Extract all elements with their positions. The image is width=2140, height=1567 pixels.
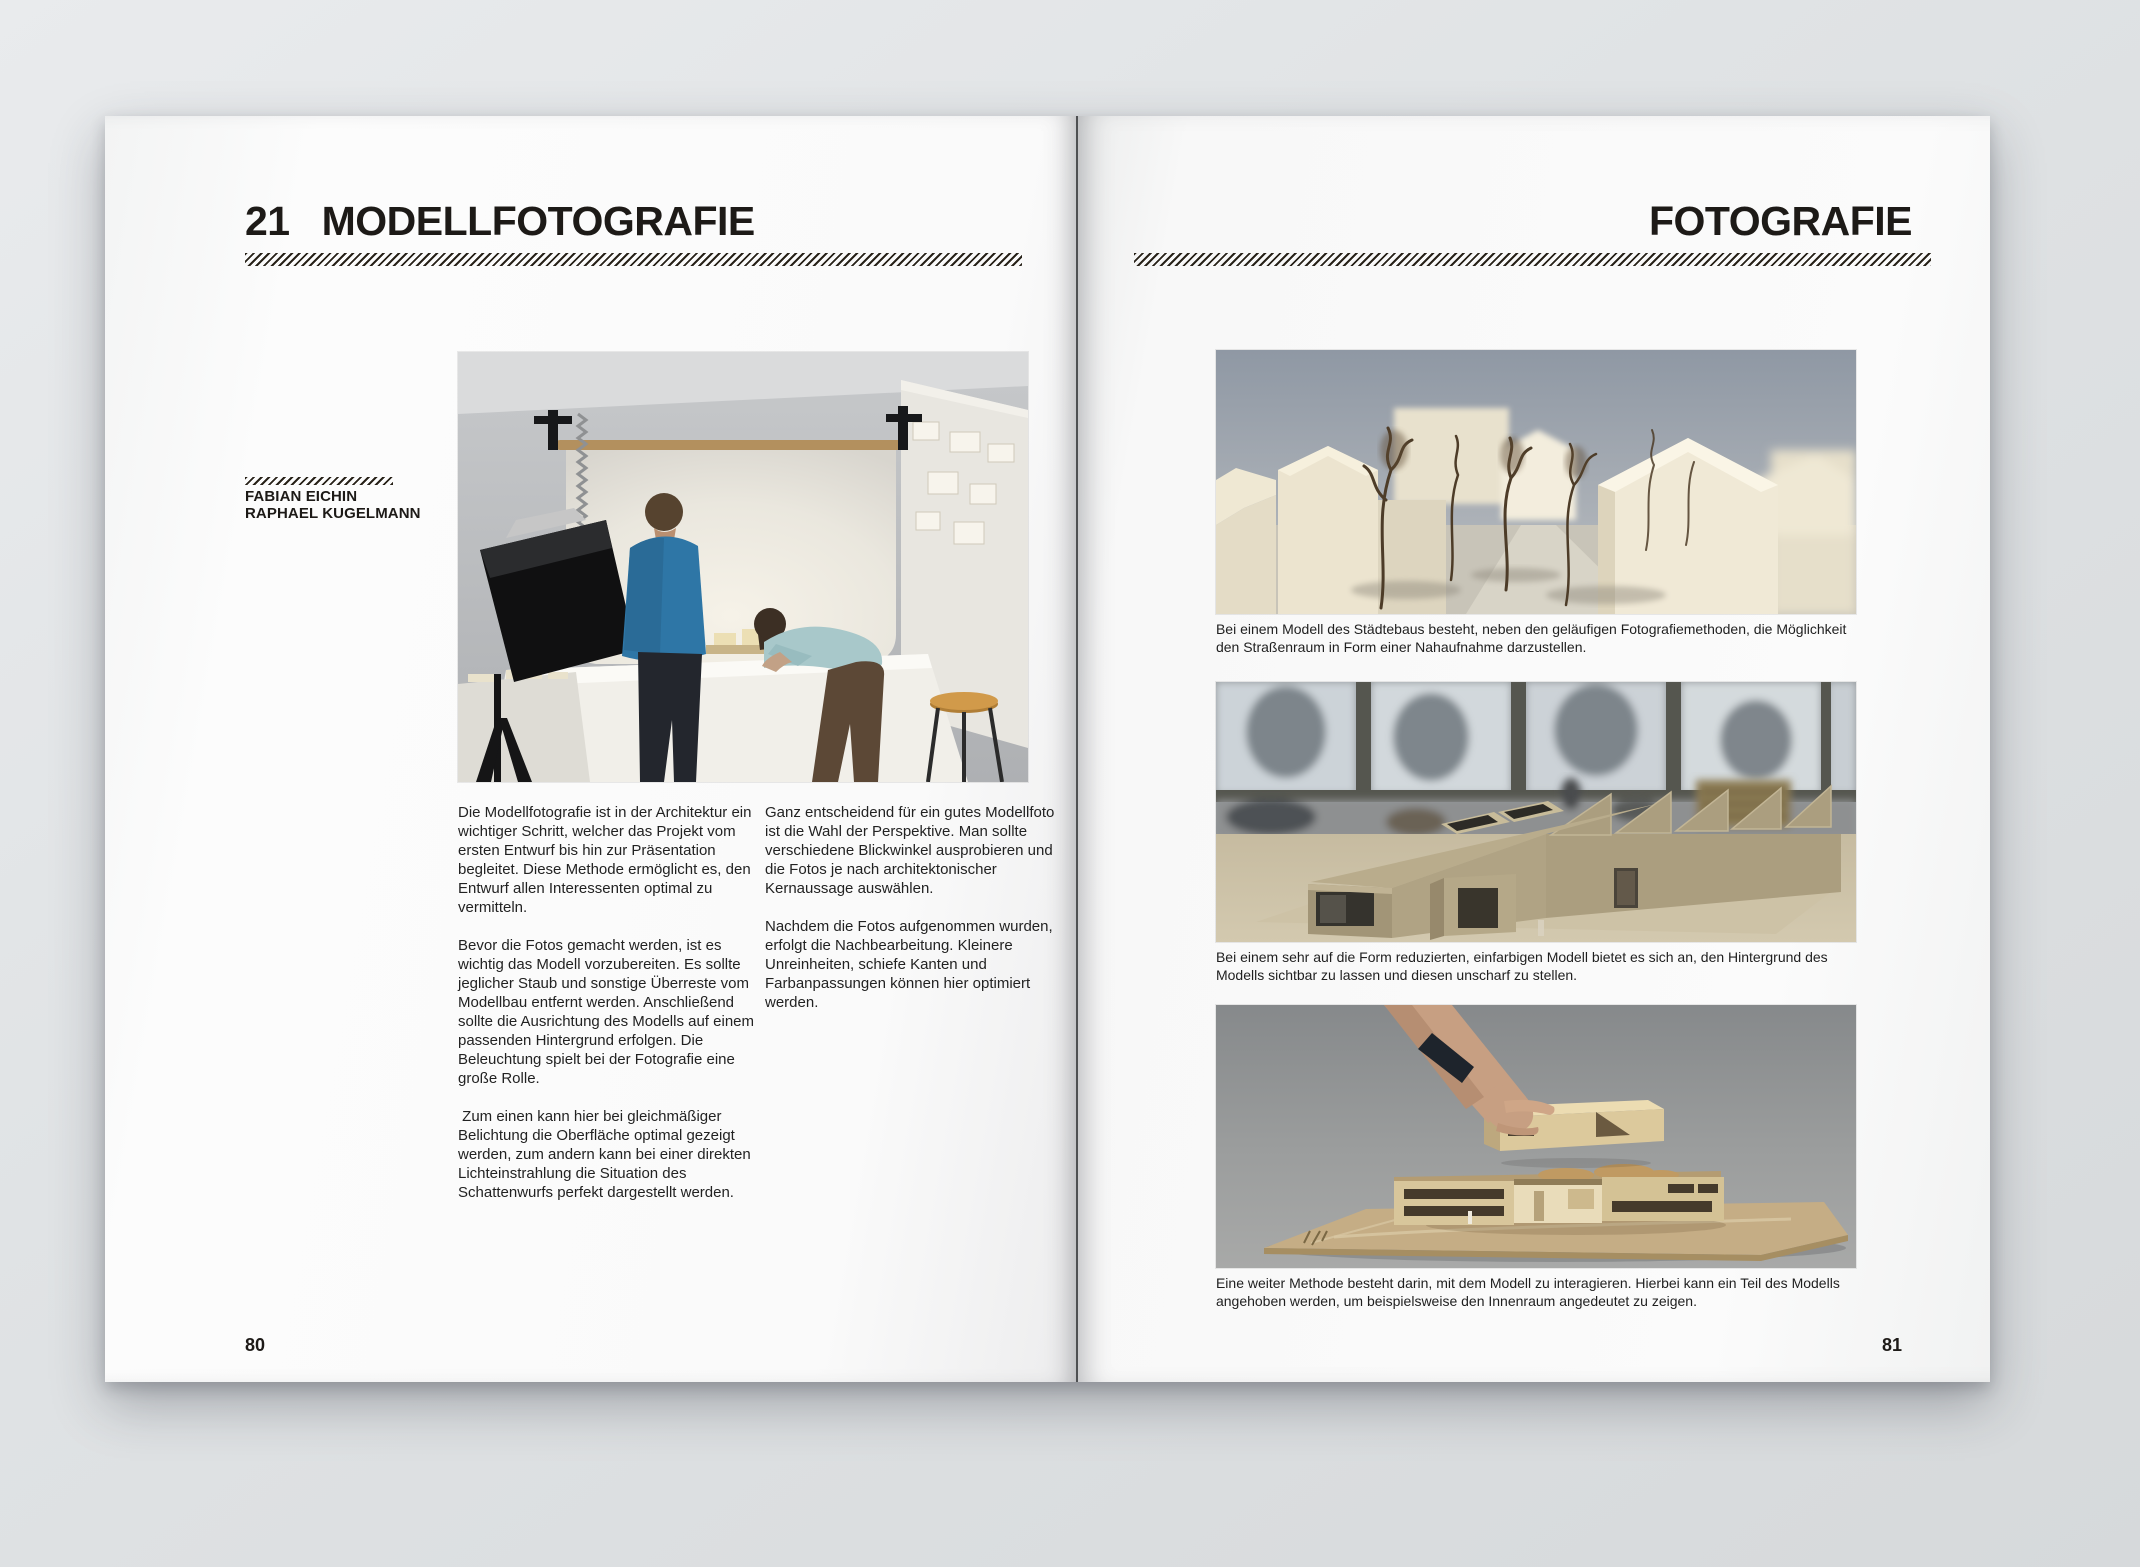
foam-city-model-photo: [1216, 350, 1856, 614]
hatch-rule-left: [245, 253, 1022, 266]
hand-lifting-illustration: [1216, 1005, 1856, 1268]
paragraph: Bevor die Fotos gemacht werden, ist es wichtig das Modell vorzubereiten. Es sollte jeglicher Staub und sonstige Überreste vom Modellbau entfernt werden. Anschließend sollte die Ausrichtung des Modells auf einem passenden Hintergrund erfolgen. Die Beleuchtung spielt bei der Fotografie eine große Rolle.: [458, 937, 759, 1087]
author-hatch-rule: [245, 477, 393, 485]
page-number-left: 80: [245, 1335, 266, 1355]
author-block: [245, 488, 421, 522]
foam-city-illustration: [1216, 350, 1856, 614]
paragraph: Nachdem die Fotos aufgenommen wurden, erfolgt die Nachbearbeitung. Kleinere Unreinheiten, schiefe Kanten und Farbanpassungen können hier optimiert werden.: [765, 918, 1057, 1011]
section-title: FOTOGRAFIE: [1648, 198, 1912, 244]
chapter-title: MODELLFOTOGRAFIE: [321, 198, 755, 244]
page-right: [1076, 116, 1990, 1382]
figure-caption: Bei einem Modell des Städtebaus besteht, neben den geläufigen Fotografiemethoden, die Möglichkeit den Straßenraum in Form einer Nahaufnahme darzustellen.: [1215, 621, 1847, 655]
body-column-2: [765, 803, 1061, 1031]
paragraph: Die Modellfotografie ist in der Architektur ein wichtiger Schritt, welcher das Projekt vom ersten Entwurf bis hin zur Präsentation begleitet. Diese Methode ermöglicht es, den Entwurf allen Interessenten optimal zu vermitteln.: [458, 804, 756, 916]
book-spread: [105, 116, 1990, 1382]
page-left: [105, 116, 1076, 1382]
studio-photo-illustration: [458, 352, 1028, 782]
paragraph: Ganz entscheidend für ein gutes Modellfoto ist die Wahl der Perspektive. Man sollte verschiedene Blickwinkel ausprobieren und die Fotos je nach architektonischer Kernaussage auswählen.: [765, 804, 1059, 897]
author-name: RAPHAEL KUGELMANN: [245, 505, 421, 522]
paragraph: Zum einen kann hier bei gleichmäßiger Belichtung die Oberfläche optimal gezeigt werden, zum andern kann bei einer direkten Lichteinstrahlung die Situation des Schattenwurfs perfekt dargestellt werden.: [458, 1108, 755, 1201]
author-name: FABIAN EICHIN: [245, 488, 358, 505]
chapter-number: 21: [245, 198, 290, 244]
page-number-right: 81: [1881, 1335, 1902, 1355]
figure-caption: Bei einem sehr auf die Form reduzierten, einfarbigen Modell bietet es sich an, den Hintergrund des Modells sichtbar zu lassen und diesen unscharf zu stellen.: [1215, 949, 1828, 983]
studio-photo: [458, 352, 1028, 782]
body-column-1: [458, 803, 759, 1221]
hatch-rule-right: [1134, 253, 1931, 266]
cardboard-factory-model-photo: [1216, 682, 1856, 942]
cardboard-factory-illustration: [1216, 682, 1856, 942]
hand-lifting-model-photo: [1216, 1005, 1856, 1268]
figure-caption: Eine weiter Methode besteht darin, mit dem Modell zu interagieren. Hierbei kann ein Teil des Modells angehoben werden, um beispielsweise den Innenraum angedeutet zu zeigen.: [1215, 1275, 1840, 1309]
chapter-header: [245, 198, 755, 245]
